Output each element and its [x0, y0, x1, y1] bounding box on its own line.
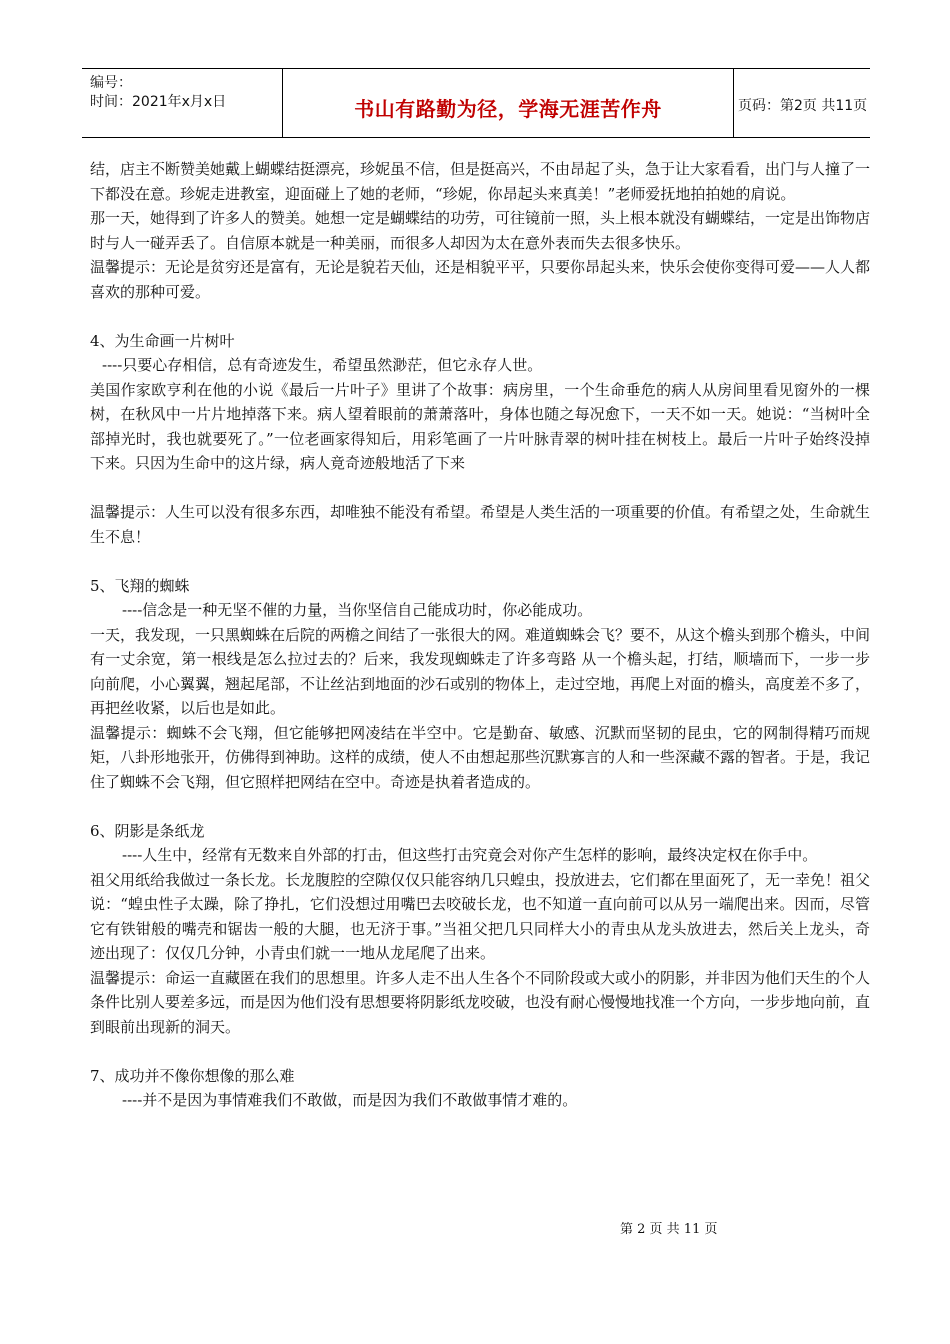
header-info-cell [82, 69, 282, 137]
document-number-label: 编号： [90, 75, 132, 91]
paragraph: 结，店主不断赞美她戴上蝴蝶结挺漂亮，珍妮虽不信，但是挺高兴，不由昂起了头，急于让大家看看，出门与人撞了一下都没在意。珍妮走进教室，迎面碰上了她的老师，“珍妮，你昂起头来真美！”老师爱抚地拍拍她的肩说。 [90, 160, 871, 203]
spacer [90, 1039, 870, 1064]
section-title: 7、成功并不像你想像的那么难 [90, 1066, 295, 1085]
document-body [90, 157, 870, 1113]
section-motto: ----只要心存相信，总有奇迹发生，希望虽然渺茫，但它永存人世。 [102, 356, 543, 374]
paragraph: 那一天，她得到了许多人的赞美。她想一定是蝴蝶结的功劳，可往镜前一照，头上根本就没有蝴蝶结，一定是出饰物店时与人一碰弄丢了。自信原本就是一种美丽，而很多人却因为太在意外表而失去很多快乐。 [90, 209, 871, 252]
spacer [90, 549, 870, 574]
section-motto: ----人生中，经常有无数来自外部的打击，但这些打击究竟会对你产生怎样的影响，最终决定权在你手中。 [122, 846, 818, 864]
tip-paragraph: 温馨提示：人生可以没有很多东西，却唯独不能没有希望。希望是人类生活的一项重要的价值。有希望之处，生命就生生不息！ [90, 503, 871, 546]
paragraph: 一天，我发现，一只黑蜘蛛在后院的两檐之间结了一张很大的网。难道蜘蛛会飞？要不，从这个檐头到那个檐头，中间有一丈余宽，第一根线是怎么拉过去的？后来，我发现蜘蛛走了许多弯路 从一个檐头起，打结，顺墙而下，一步一步向前爬，小心翼翼，翘起尾部，不让丝沾到地面的沙石或别的物体上，走过空地，再爬上对面的檐头，高度差不多了，再把丝收紧，以后也是如此。 [90, 625, 871, 717]
document-time-label: 时间：2021年x月x日 [90, 94, 227, 110]
paragraph: 美国作家欧亨利在他的小说《最后一片叶子》里讲了个故事：病房里，一个生命垂危的病人从房间里看见窗外的一棵树，在秋风中一片片地掉落下来。病人望着眼前的萧萧落叶，身体也随之每况愈下，一天不如一天。她说：“当树叶全部掉光时，我也就要死了。”一位老画家得知后，用彩笔画了一片叶脉青翠的树叶挂在树枝上。最后一片叶子始终没掉下来。只因为生命中的这片绿，病人竟奇迹般地活了下来 [90, 380, 870, 472]
section-title: 4、为生命画一片树叶 [90, 331, 235, 350]
section-motto: ----并不是因为事情难我们不敢做，而是因为我们不敢做事情才难的。 [122, 1091, 578, 1109]
header-motto-cell [282, 69, 734, 137]
spacer [90, 794, 870, 819]
page-header [82, 68, 870, 138]
paragraph: 祖父用纸给我做过一条长龙。长龙腹腔的空隙仅仅只能容纳几只蝗虫，投放进去，它们都在里面死了，无一幸免！祖父说：“蝗虫性子太躁，除了挣扎，它们没想过用嘴巴去咬破长龙，也不知道一直向前可以从另一端爬出来。因而，尽管它有铁钳般的嘴壳和锯齿一般的大腿，也无济于事。”当祖父把几只同样大小的青虫从龙头放进去，然后关上龙头，奇迹出现了：仅仅几分钟，小青虫们就一一地从龙尾爬了出来。 [90, 870, 871, 962]
header-motto: 书山有路勤为径，学海无涯苦作舟 [354, 97, 662, 121]
section-title: 5、飞翔的蜘蛛 [90, 576, 190, 595]
tip-paragraph: 温馨提示：蜘蛛不会飞翔，但它能够把网凌结在半空中。它是勤奋、敏感、沉默而坚韧的昆虫，它的网制得精巧而规矩，八卦形地张开，仿佛得到神助。这样的成绩，使人不由想起那些沉默寡言的人和一些深藏不露的智者。于是，我记住了蜘蛛不会飞翔，但它照样把网结在空中。奇迹是执着者造成的。 [90, 723, 871, 791]
spacer [90, 304, 870, 329]
section-motto: ----信念是一种无坚不催的力量，当你坚信自己能成功时，你必能成功。 [122, 601, 593, 619]
header-page-info: 页码：第2页 共11页 [738, 98, 868, 114]
page-footer: 第 2 页 共 11 页 [620, 1222, 718, 1237]
section-title: 6、阴影是条纸龙 [90, 821, 205, 840]
tip-paragraph: 温馨提示：无论是贫穷还是富有，无论是貌若天仙，还是相貌平平，只要你昂起头来，快乐会使你变得可爱——人人都喜欢的那种可爱。 [90, 258, 871, 301]
spacer [90, 476, 870, 501]
tip-paragraph: 温馨提示：命运一直藏匿在我们的思想里。许多人走不出人生各个不同阶段或大或小的阴影，并非因为他们天生的个人条件比别人要差多远，而是因为他们没有思想要将阴影纸龙咬破，也没有耐心慢慢地找准一个方向，一步步地向前，直到眼前出现新的洞天。 [90, 968, 871, 1036]
header-page-cell [732, 69, 870, 137]
